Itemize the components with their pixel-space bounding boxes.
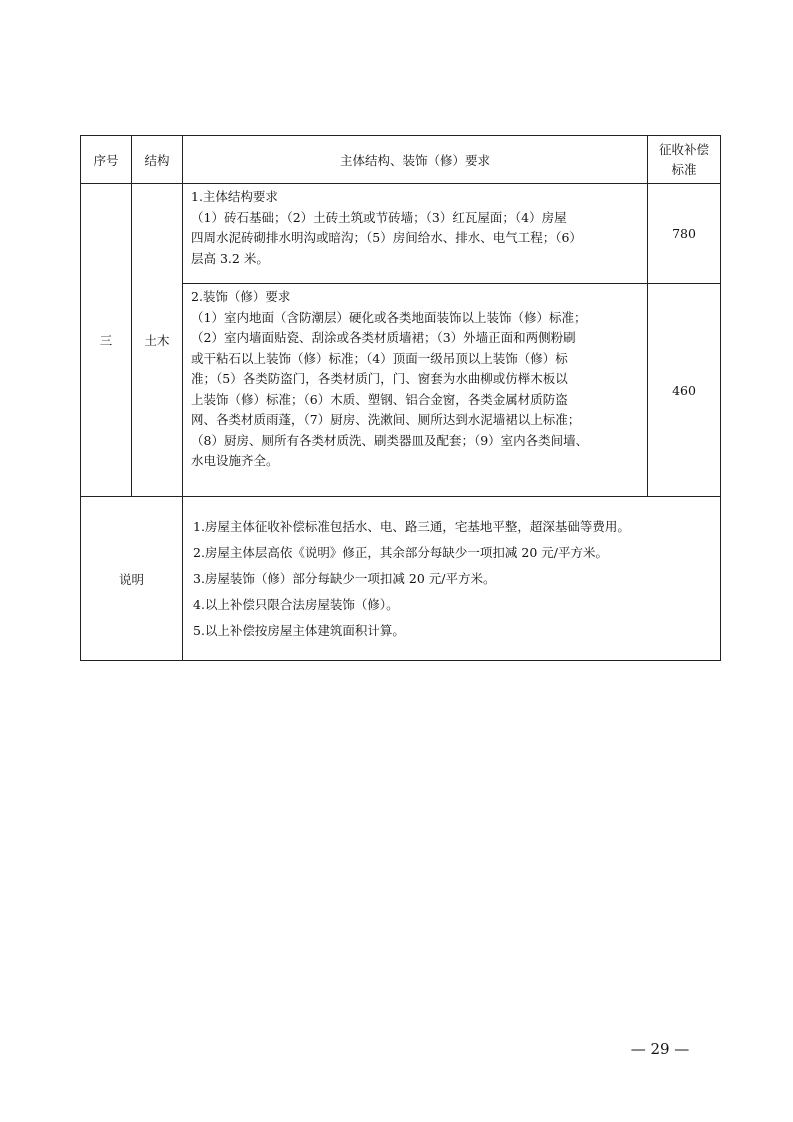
section-title: 1.主体结构要求 bbox=[191, 189, 278, 204]
section-main-structure bbox=[183, 184, 648, 284]
header-requirements: 主体结构、装饰（修）要求 bbox=[183, 136, 648, 184]
explanation-item: 1.房屋主体征收补偿标准包括水、电、路三通，宅基地平整，超深基础等费用。 bbox=[193, 518, 630, 534]
explanation-item: 5.以上补偿按房屋主体建筑面积计算。 bbox=[193, 622, 405, 638]
row-structure-type: 土木 bbox=[132, 184, 183, 497]
row-index: 三 bbox=[81, 184, 132, 497]
explanation-item: 3.房屋装饰（修）部分每缺少一项扣减 20 元/平方米。 bbox=[193, 570, 496, 586]
header-standard-line2: 标准 bbox=[671, 161, 697, 177]
explanation-label: 说明 bbox=[81, 497, 183, 661]
header-standard bbox=[648, 136, 721, 184]
section-title: 2.装饰（修）要求 bbox=[191, 289, 291, 304]
compensation-table bbox=[80, 135, 721, 661]
section-line: （1）室内地面（含防潮层）硬化或各类地面装饰以上装饰（修）标准； bbox=[191, 309, 587, 325]
table-row-explanation bbox=[81, 497, 721, 661]
table-header-row bbox=[81, 136, 721, 184]
table-row-structure bbox=[81, 184, 721, 284]
section-line: 层高 3.2 米。 bbox=[191, 250, 269, 266]
explanation-content bbox=[183, 497, 721, 661]
explanation-item: 4.以上补偿只限合法房屋装饰（修）。 bbox=[193, 596, 399, 612]
section-line: 四周水泥砖砌排水明沟或暗沟；（5）房间给水、排水、电气工程；（6） bbox=[191, 230, 582, 245]
section-line: 水电设施齐全。 bbox=[191, 453, 279, 468]
section-line: 网、各类材质雨蓬，（7）厨房、洗漱间、厕所达到水泥墙裙以上标准； bbox=[191, 412, 581, 427]
section-line: （8）厨房、厕所有各类材质洗、刷类器皿及配套；（9）室内各类间墙、 bbox=[191, 432, 589, 448]
header-index: 序号 bbox=[81, 136, 132, 184]
header-structure: 结构 bbox=[132, 136, 183, 184]
section-line: 上装饰（修）标准；（6）木质、塑钢、铝合金窗，各类金属材质防盗 bbox=[191, 391, 568, 407]
header-standard-line1: 征收补偿 bbox=[658, 141, 709, 157]
standard-value: 460 bbox=[648, 284, 721, 497]
standard-value: 780 bbox=[648, 184, 721, 284]
section-line: （2）室内墙面贴瓷、刮涂或各类材质墙裙；（3）外墙正面和两侧粉刷 bbox=[191, 330, 576, 345]
section-decoration bbox=[183, 284, 648, 497]
section-line: （1）砖石基础；（2）土砖土筑或节砖墙；（3）红瓦屋面；（4）房屋 bbox=[191, 209, 567, 225]
page-number: — 29 — bbox=[630, 1040, 690, 1058]
section-line: 准；（5）各类防盗门，各类材质门，门、窗套为水曲柳或仿榉木板以 bbox=[191, 371, 568, 386]
section-line: 或干粘石以上装饰（修）标准；（4）顶面一级吊顶以上装饰（修）标 bbox=[191, 350, 568, 366]
explanation-item: 2.房屋主体层高依《说明》修正，其余部分每缺少一项扣减 20 元/平方米。 bbox=[193, 544, 608, 560]
